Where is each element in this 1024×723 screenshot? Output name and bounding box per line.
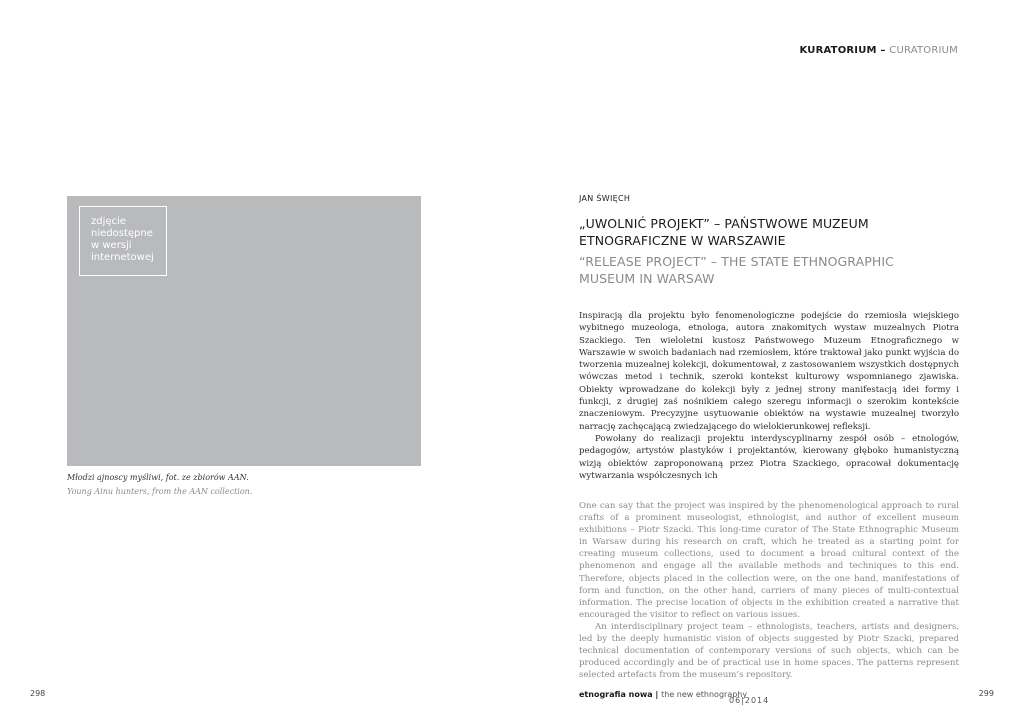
title-line: ETNOGRAFICZNE W WARSZAWIE — [579, 233, 786, 248]
photo-placeholder — [67, 196, 421, 466]
issue-number: 06|2014 — [729, 696, 770, 705]
page-number-right: 299 — [978, 689, 994, 698]
article-body-en — [579, 500, 959, 681]
journal-name — [579, 690, 747, 699]
notice-line: niedostępne — [91, 228, 153, 239]
paragraph: Powołany do realizacji projektu interdyscyplinarny zespół osób – etnologów, pedagogów, artystów plastyków i projektantów, kierowany głęboko humanistyczną wizją obiektów zaproponowaną przez Piotra Szackiego, opracował dokumentację wytwarzania współczesnych ich — [579, 433, 959, 481]
section-separator: – — [876, 45, 890, 56]
notice-line: zdjęcie — [91, 216, 126, 227]
section-label-en: CURATORIUM — [889, 45, 958, 56]
paragraph: One can say that the project was inspired by the phenomenological approach to rural crafts of a prominent museologist, ethnologist, and author of excellent museum exhibitions – Piotr Szacki. This long-time curator of The State Ethnographic Museum in Warsaw during his research on craft, which he treated as a starting point for creating museum collections, used to document a broad cultural context of the phenomenon and engage all the available methods and techniques to this end. Therefore, objects placed in the collection were, on the one hand, manifestations of form and function, on the other hand, carriers of many pieces of multi-contextual information. The precise location of objects in the exhibition created a narrative that encouraged the visitor to reflect on various issues. — [579, 501, 959, 620]
section-label-pl: KURATORIUM — [799, 45, 877, 56]
title-line: „UWOLNIĆ PROJEKT” – PAŃSTWOWE MUZEUM — [579, 216, 869, 231]
title-line: MUSEUM IN WARSAW — [579, 271, 715, 286]
notice-line: w wersji — [91, 240, 132, 251]
section-header — [800, 45, 958, 56]
article-author: JAN ŚWIĘCH — [579, 194, 631, 203]
journal-name-en: the new ethnography — [661, 690, 748, 699]
article-body-pl — [579, 310, 959, 481]
photo-caption-pl: Młodzi ajnoscy myśliwi, fot. ze zbiorów AAN. — [67, 473, 249, 482]
journal-name-pl: etnografia nowa — [579, 690, 653, 699]
article-title-en — [579, 253, 959, 287]
title-line: “RELEASE PROJECT” – THE STATE ETHNOGRAPHIC — [579, 254, 894, 269]
journal-separator: | — [652, 690, 662, 699]
photo-caption-en: Young Ainu hunters, from the AAN collection. — [67, 487, 253, 496]
photo-unavailable-notice — [79, 206, 167, 276]
paragraph: An interdisciplinary project team – ethnologists, teachers, artists and designers, led by the deeply humanistic vision of objects suggested by Piotr Szacki, prepared technical documentation of contemporary versions of such objects, which can be produced accordingly and be of practical use in home spaces. The patterns represent selected artefacts from the museum’s repository. — [579, 621, 959, 681]
article-title-pl — [579, 215, 959, 249]
paragraph: Inspiracją dla projektu było fenomenologiczne podejście do rzemiosła wiejskiego wybitnego muzeologa, etnologa, autora znakomitych wystaw muzealnych Piotra Szackiego. Ten wieloletni kustosz Państwowego Muzeum Etnograficznego w Warszawie w swoich badaniach nad rzemiosłem, które traktował jako punkt wyjścia do tworzenia muzealnej kolekcji, dokumentował, z zastosowaniem wszystkich dostępnych wówczas metod i technik, szeroki kontekst kulturowy wspomnianego zjawiska. Obiekty wprowadzane do kolekcji były z jednej strony manifestacją idei formy i funkcji, z drugiej zaś nośnikiem całego szeregu informacji o szerokim kontekście znaczeniowym. Precyzyjne usytuowanie obiektów na wystawie muzealnej tworzyło narrację zachęcającą zwiedzającego do wielokierunkowej refleksji. — [579, 311, 959, 432]
notice-line: internetowej — [91, 252, 154, 263]
page-number-left: 298 — [30, 689, 46, 698]
